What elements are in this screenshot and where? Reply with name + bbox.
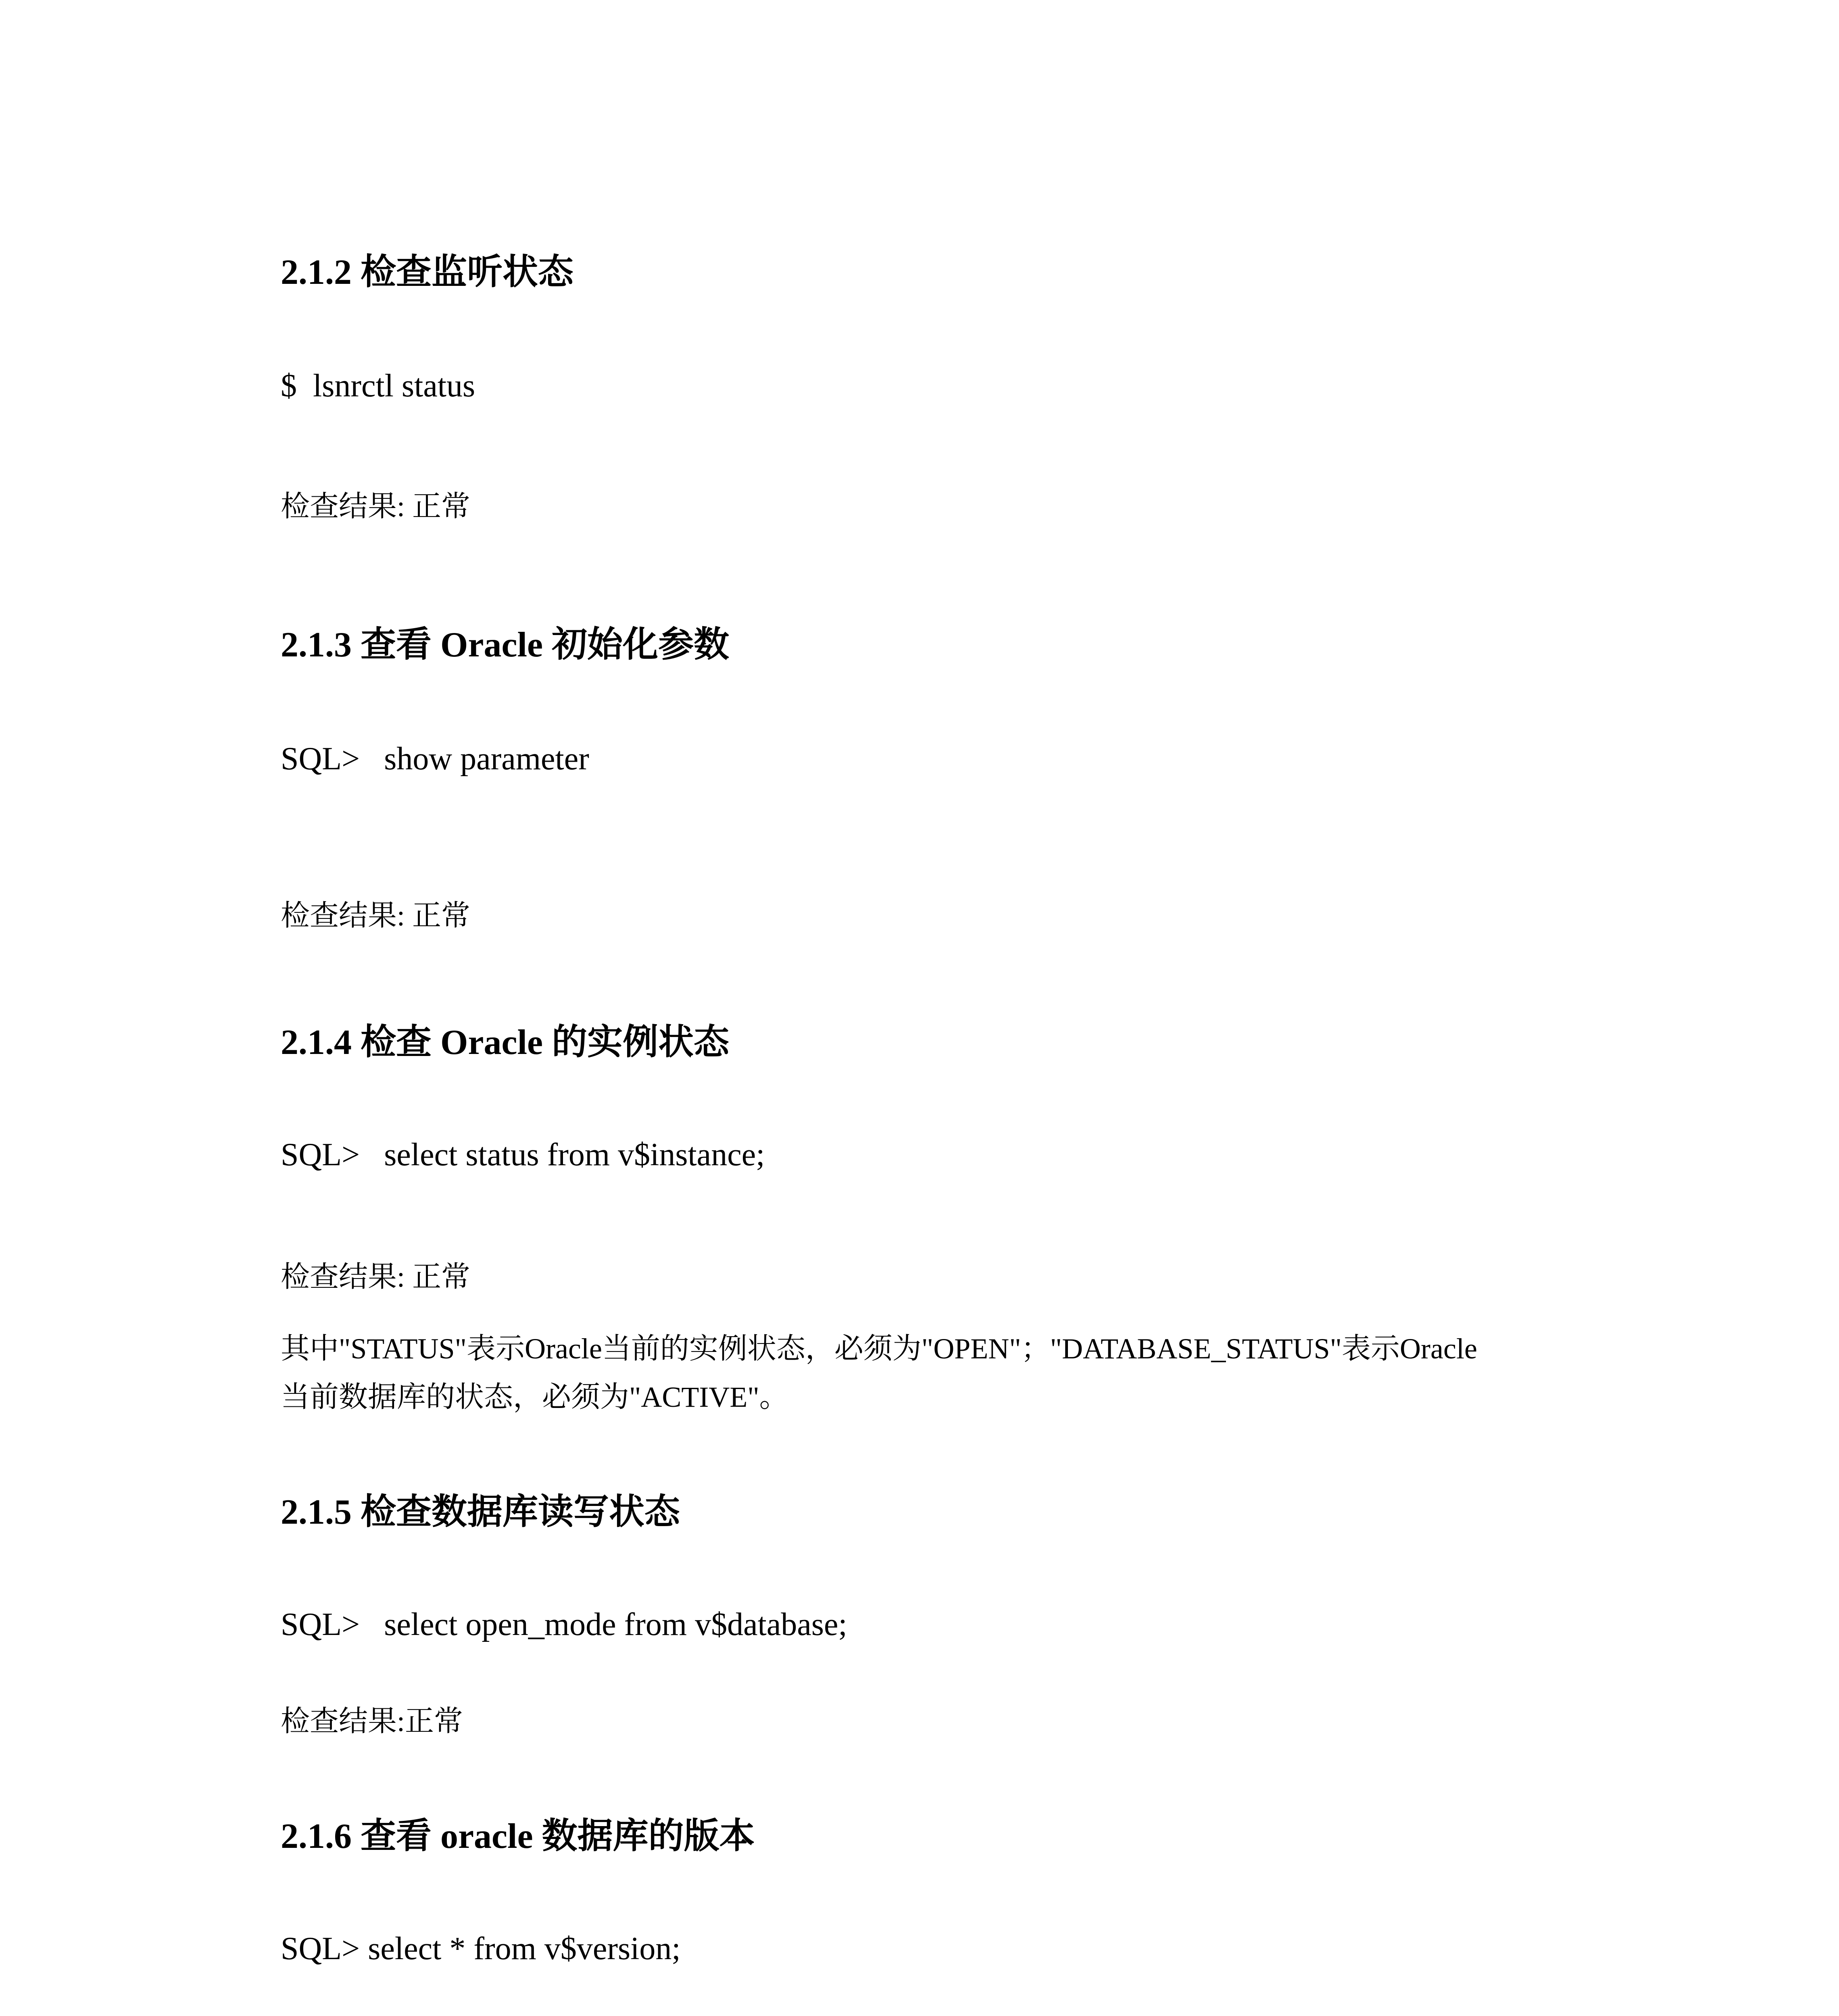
command-line: $ lsnrctl status [281,368,475,404]
check-result: 检查结果: 正常 [281,900,471,932]
section-heading-2-1-4: 2.1.4 检查 Oracle 的实例状态 [281,1023,730,1062]
section-heading-2-1-5: 2.1.5 检查数据库读写状态 [281,1493,680,1532]
command-line: SQL> show parameter [281,741,589,777]
command-line: SQL> select open_mode from v$database; [281,1607,847,1642]
section-heading-2-1-2: 2.1.2 检查监听状态 [281,253,574,292]
explanation-note-line-1: 其中"STATUS"表示Oracle当前的实例状态，必须为"OPEN"；"DATABASE_STATUS"表示Oracle [281,1333,1477,1365]
check-result: 检查结果: 正常 [281,1261,471,1293]
command-line: SQL> select status from v$instance; [281,1137,765,1173]
explanation-note-line-2: 当前数据库的状态，必须为"ACTIVE"。 [281,1381,788,1413]
check-result: 检查结果:正常 [281,1705,463,1737]
check-result: 检查结果: 正常 [281,490,471,523]
section-heading-2-1-3: 2.1.3 查看 Oracle 初始化参数 [281,625,730,664]
section-heading-2-1-6: 2.1.6 查看 oracle 数据库的版本 [281,1817,755,1856]
command-line: SQL> select * from v$version; [281,1931,681,1966]
